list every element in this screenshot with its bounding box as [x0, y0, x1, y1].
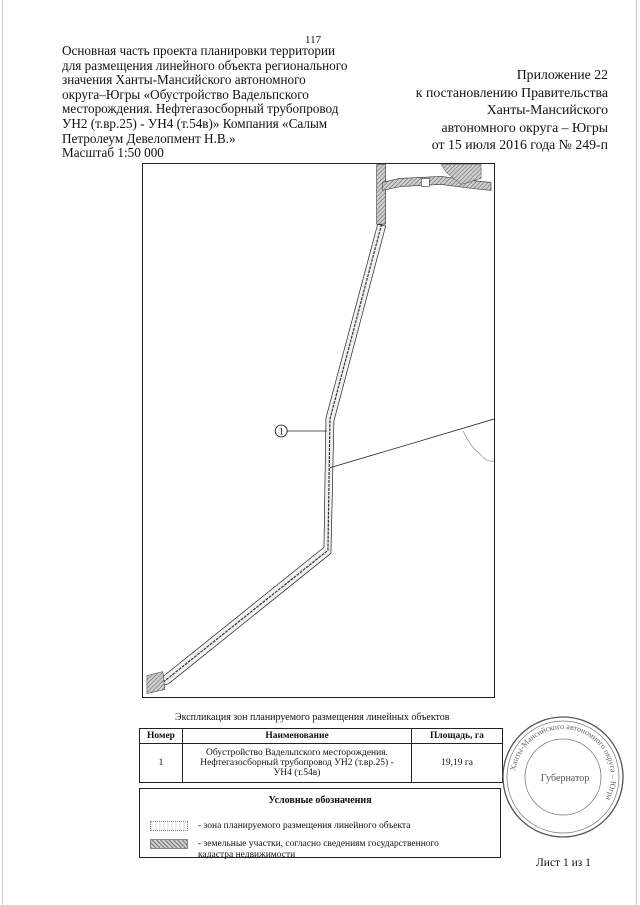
- row-number: 1: [140, 744, 183, 783]
- title-line: для размещения линейного объекта регионального: [62, 57, 348, 73]
- page-number: 117: [305, 34, 322, 46]
- legend-box: [139, 788, 501, 858]
- seal-stamp: [499, 713, 627, 841]
- scan-edge-right: [636, 0, 637, 905]
- column-header: Наименование: [183, 729, 412, 744]
- title-line: Петролеум Девелопмент Н.В.»: [62, 130, 236, 146]
- table-row: [140, 744, 503, 783]
- appendix-line: автономного округа – Югры: [441, 119, 608, 135]
- appendix-header: [338, 66, 608, 154]
- title-line: Основная часть проекта планировки территории: [62, 43, 336, 58]
- table-header-row: [140, 729, 503, 744]
- callout-label: 1: [278, 426, 284, 437]
- title-line: значения Ханты-Мансийского автономного: [62, 72, 306, 88]
- row-name-line: Нефтегазосборный трубопровод УН2 (т.вр.25) -: [200, 758, 394, 768]
- pipeline-line: [159, 224, 382, 685]
- legend-title: Условные обозначения: [268, 795, 372, 806]
- title-line: УН2 (т.вр.25) - УН4 (т.54в)» Компания «Салым: [62, 115, 328, 131]
- planned-zone-corridor: [151, 224, 386, 689]
- appendix-line: от 15 июля 2016 года № 249-п: [431, 137, 608, 152]
- legend-item-text: - земельные участки, согласно сведениям государственного: [198, 839, 439, 849]
- row-name-line: УН4 (т.54в): [273, 768, 321, 778]
- sheet-label: Лист 1 из 1: [536, 857, 591, 869]
- zone-swatch: [150, 821, 188, 831]
- terrain-contour: [463, 431, 494, 461]
- facility-square: [421, 178, 429, 186]
- row-name: [183, 744, 412, 783]
- appendix-line: Приложение 22: [516, 67, 608, 82]
- explication-table: [139, 728, 503, 783]
- seal-center-text: Губернатор: [540, 773, 590, 784]
- title-line: месторождения. Нефтегазосборный трубопровод: [62, 101, 339, 117]
- planning-map: [142, 163, 495, 698]
- cadastral-boundary: [330, 419, 494, 468]
- title-line: округа–Югры «Обустройство Вадельпского: [62, 86, 309, 102]
- governor-seal: [499, 713, 627, 841]
- cadastral-swatch: [150, 839, 188, 849]
- column-header: Площадь, га: [412, 729, 503, 744]
- parcel-hatch: [147, 672, 165, 694]
- document-title: [62, 44, 382, 161]
- appendix-line: к постановлению Правительства: [415, 84, 608, 100]
- parcel-hatch: [377, 165, 386, 225]
- legend-item-text: кадастра недвижимости: [198, 850, 296, 860]
- row-area: 19,19 га: [412, 744, 503, 783]
- explication-caption: Экспликация зон планируемого размещения линейных объектов: [175, 712, 450, 723]
- scale-label: Масштаб 1:50 000: [62, 145, 164, 161]
- seal-ring-text: Ханты-Мансийского автономного округа – Югра: [508, 721, 619, 802]
- legend-item-text: - зона планируемого размещения линейного объекта: [198, 821, 411, 831]
- column-header: Номер: [140, 729, 183, 744]
- appendix-line: Ханты-Мансийского: [486, 102, 608, 117]
- map-drawing: [143, 164, 494, 697]
- scan-edge-left: [2, 0, 3, 905]
- row-name-line: Обустройство Вадельпского месторождения.: [206, 748, 388, 758]
